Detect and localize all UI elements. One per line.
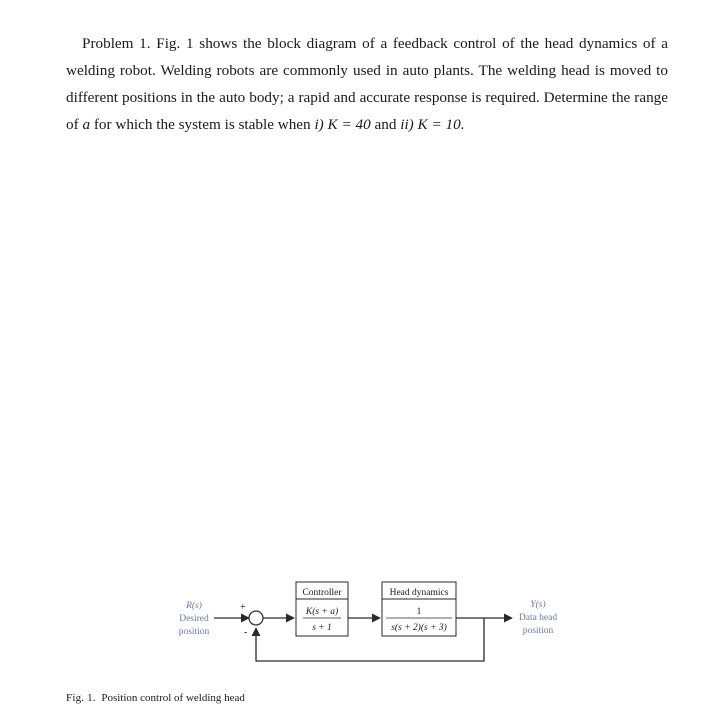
case-2-label: ii)	[400, 116, 414, 133]
figure-caption	[66, 692, 245, 704]
caption-text: Position control of welding head	[101, 692, 245, 704]
and-word: and	[374, 116, 397, 133]
controller-denominator: s + 1	[312, 623, 332, 633]
plant-title: Head dynamics	[389, 588, 449, 598]
variable-a: a	[82, 116, 91, 133]
output-label-position: position	[522, 626, 554, 636]
feedback-path	[256, 618, 484, 661]
summing-junction	[249, 611, 263, 625]
case-2-condition: K = 10.	[417, 116, 465, 133]
problem-text-1: Fig. 1 shows the block diagram of a feedback control of the head dynamics of a welding robot. Welding robots are commonly used in auto plants. The welding head is moved to different positions in the auto body; a rapid and accurate response is required. Determine the range of	[66, 35, 669, 133]
plant-numerator: 1	[416, 607, 422, 617]
minus-sign: -	[244, 627, 248, 638]
controller-numerator: K(s + a)	[305, 607, 339, 617]
plant-denominator: s(s + 2)(s + 3)	[391, 623, 447, 633]
plus-sign: +	[240, 602, 246, 613]
input-label-desired: Desired	[179, 614, 209, 624]
controller-title: Controller	[302, 588, 342, 598]
case-1-label: i)	[314, 116, 324, 133]
problem-text-2: for which the system is stable when	[93, 116, 311, 133]
problem-title: Problem 1.	[82, 35, 151, 52]
input-label-position: position	[178, 627, 210, 637]
caption-label: Fig. 1.	[66, 692, 96, 704]
input-symbol: R(s)	[186, 601, 202, 611]
output-symbol: Y(s)	[530, 600, 546, 610]
output-label-data-head: Data head	[518, 613, 558, 623]
case-1-condition: K = 40	[327, 116, 371, 133]
